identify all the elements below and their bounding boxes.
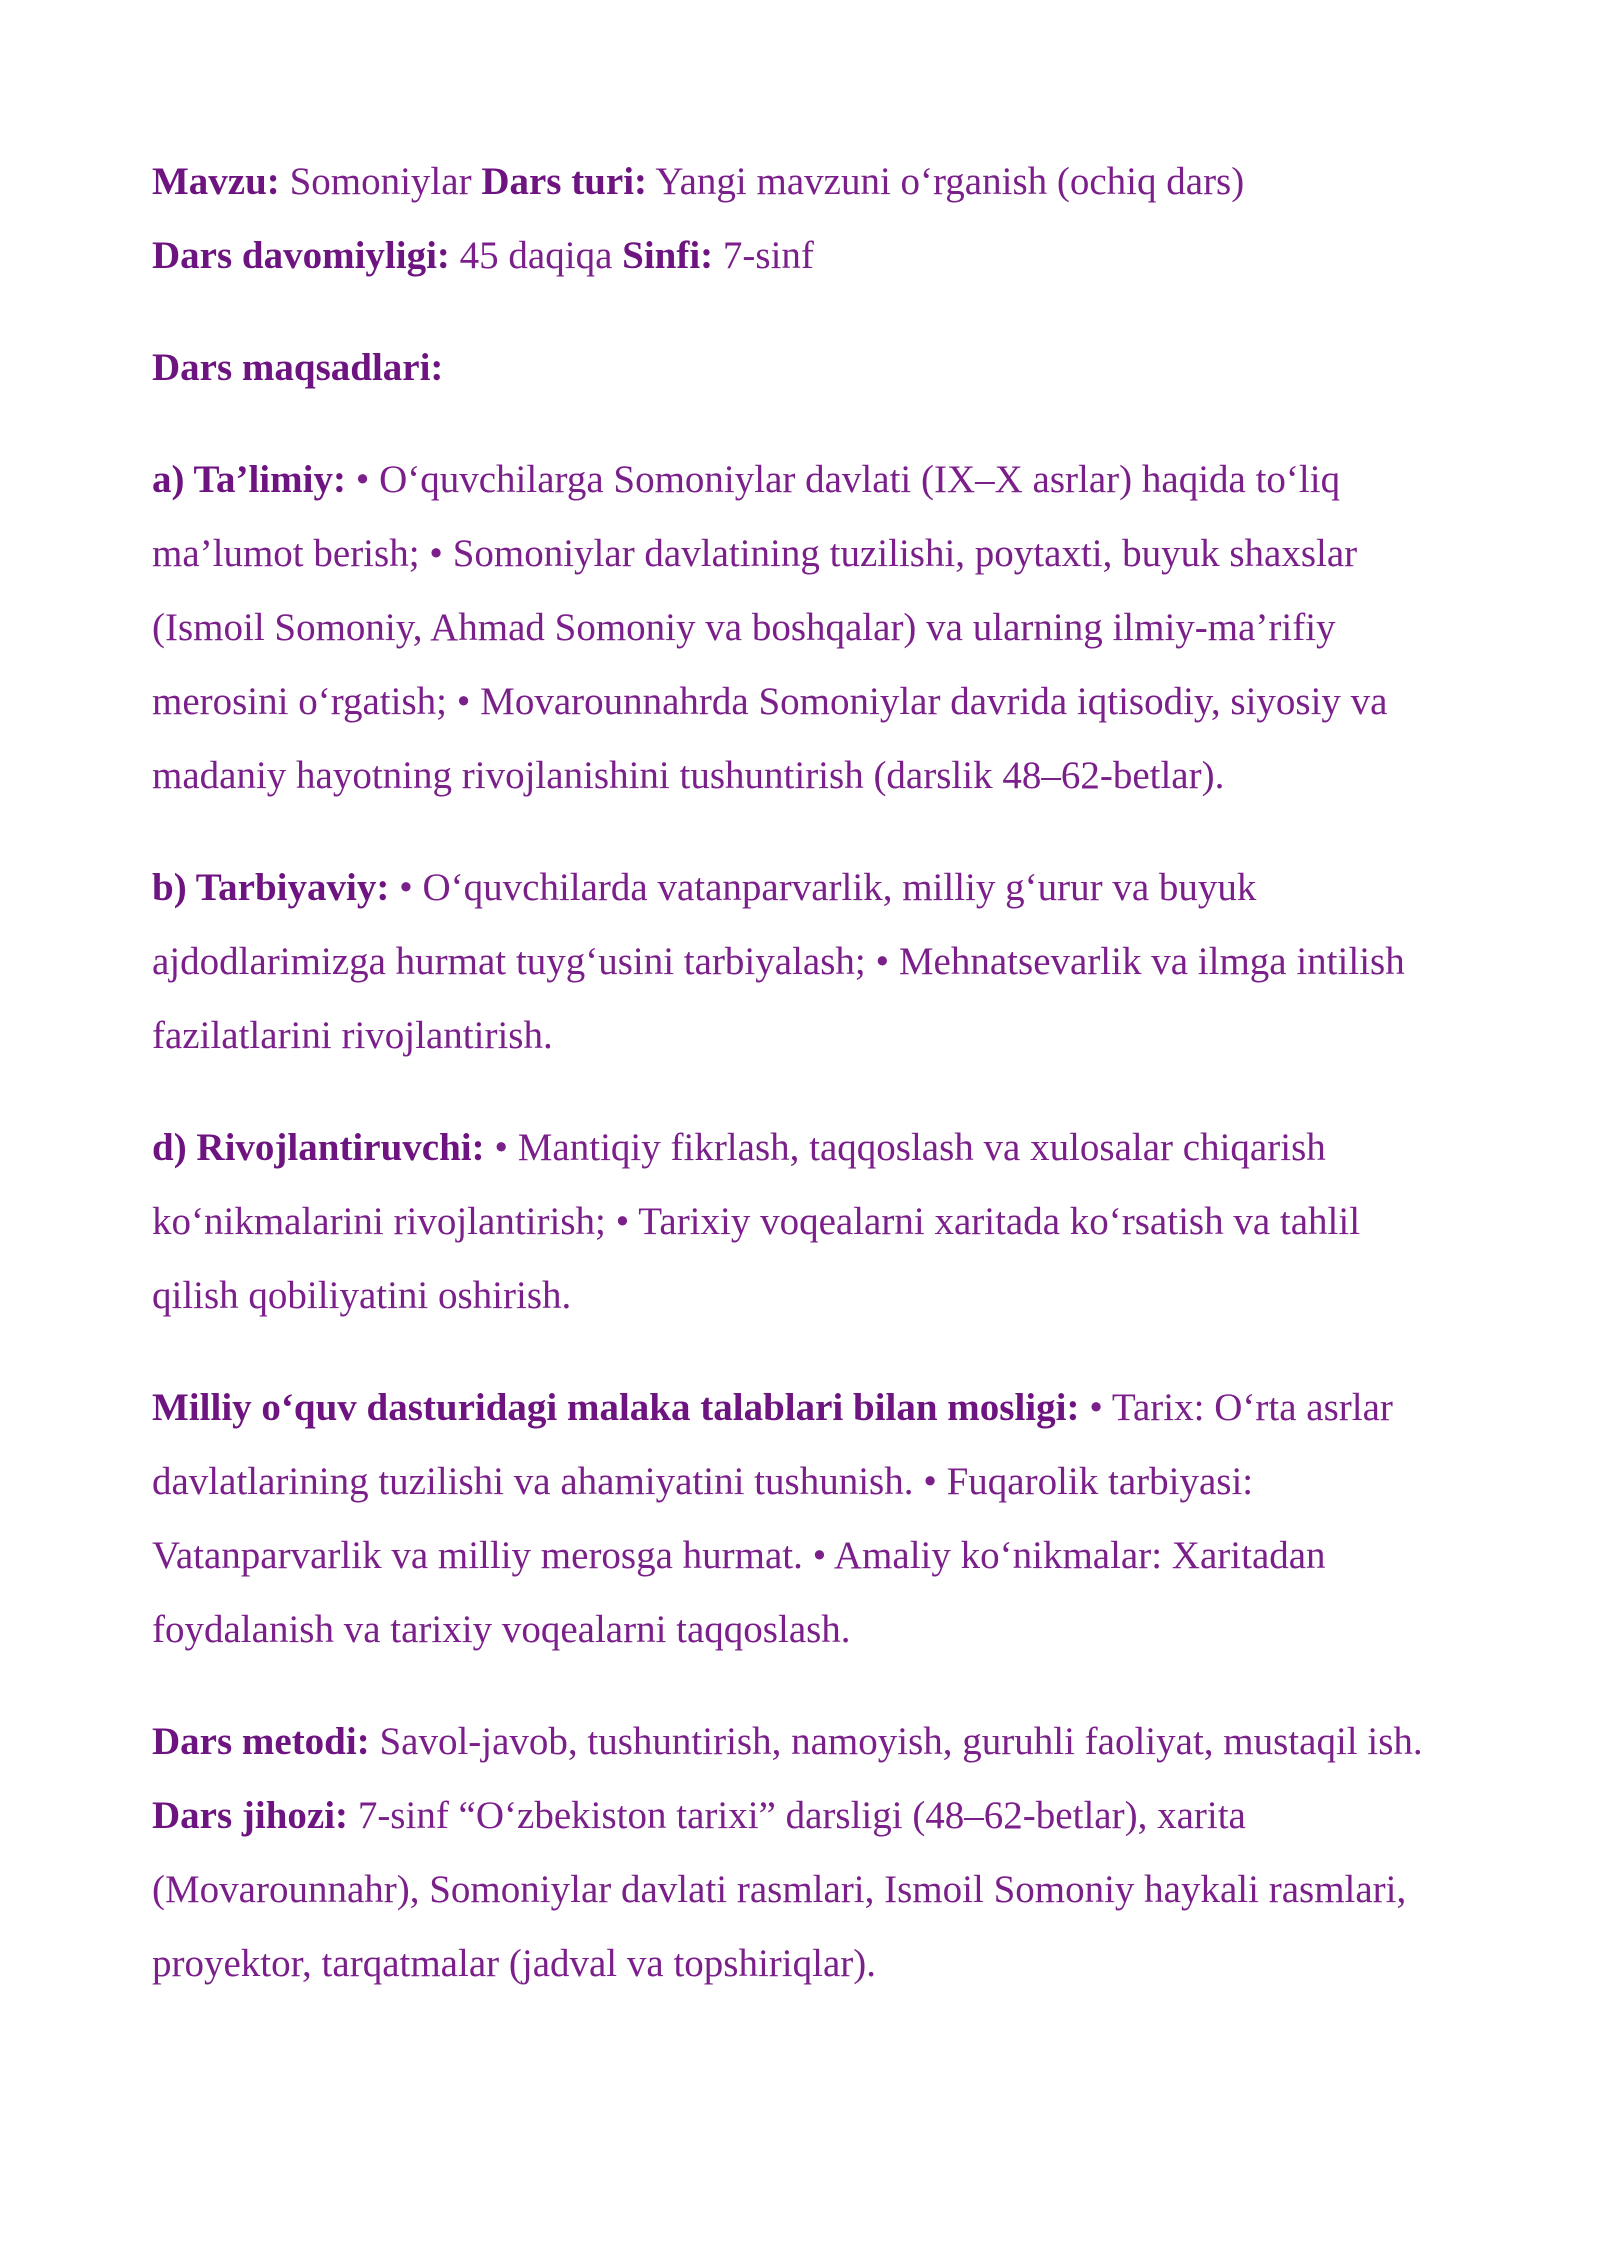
lesson-type-value: Yangi mavzuni o‘rganish (ochiq dars)	[647, 160, 1245, 203]
lesson-type-label: Dars turi:	[481, 160, 648, 203]
developmental-goals	[152, 1111, 1452, 1333]
lesson-header	[152, 145, 1452, 293]
educational-goals-label: a) Ta’limiy:	[152, 458, 346, 501]
equipment-label: Dars jihozi:	[152, 1794, 349, 1837]
developmental-goals-label: d) Rivojlantiruvchi:	[152, 1126, 485, 1169]
standards-label: Milliy o‘quv dasturidagi malaka talablari bilan mosligi:	[152, 1386, 1080, 1429]
standards-alignment	[152, 1371, 1452, 1667]
duration-label: Dars davomiyligi:	[152, 234, 450, 277]
method-label: Dars metodi:	[152, 1720, 370, 1763]
upbringing-goals-label: b) Tarbiyaviy:	[152, 866, 390, 909]
method-and-equipment	[152, 1705, 1452, 2001]
educational-goals-text: • O‘quvchilarga Somoniylar davlati (IX–X asrlar) haqida to‘liq ma’lumot berish; • Somoniylar davlatining tuzilishi, poytaxti, buyuk shaxslar (Ismoil Somoniy, Ahmad Somoniy va boshqalar) va ularning ilmiy-ma’rifiy merosini o‘rgatish; • Movarounnahrda Somoniylar davrida iqtisodiy, siyosiy va madaniy hayotning rivojlanishini tushuntirish (darslik 48–62-betlar).	[152, 458, 1388, 797]
goals-heading: Dars maqsadlari:	[152, 346, 444, 389]
duration-value: 45 daqiqa	[449, 234, 623, 277]
grade-label: Sinfi:	[622, 234, 714, 277]
upbringing-goals	[152, 851, 1452, 1073]
lesson-plan-document	[152, 145, 1452, 2039]
upbringing-goals-text: • O‘quvchilarda vatanparvarlik, milliy g‘urur va buyuk ajdodlarimizga hurmat tuyg‘usini tarbiyalash; • Mehnatsevarlik va ilmga intilish fazilatlarini rivojlantirish.	[152, 866, 1405, 1057]
topic-value: Somoniylar	[279, 160, 482, 203]
educational-goals	[152, 443, 1452, 813]
equipment-text: 7-sinf “O‘zbekiston tarixi” darsligi (48–62-betlar), xarita (Movarounnahr), Somoniylar davlati rasmlari, Ismoil Somoniy haykali rasmlari, proyektor, tarqatmalar (jadval va topshiriqlar).	[152, 1794, 1407, 1985]
grade-value: 7-sinf	[713, 234, 814, 277]
topic-label: Mavzu:	[152, 160, 280, 203]
standards-text: • Tarix: O‘rta asrlar davlatlarining tuzilishi va ahamiyatini tushunish. • Fuqarolik tarbiyasi: Vatanparvarlik va milliy merosga hurmat. • Amaliy ko‘nikmalar: Xaritadan foydalanish va tarixiy voqealarni taqqoslash.	[152, 1386, 1393, 1651]
goals-heading-paragraph	[152, 331, 1452, 405]
developmental-goals-text: • Mantiqiy fikrlash, taqqoslash va xulosalar chiqarish ko‘nikmalarini rivojlantirish; • Tarixiy voqealarni xaritada ko‘rsatish va tahlil qilish qobiliyatini oshirish.	[152, 1126, 1361, 1317]
method-text: Savol-javob, tushuntirish, namoyish, guruhli faoliyat, mustaqil ish.	[369, 1720, 1423, 1763]
